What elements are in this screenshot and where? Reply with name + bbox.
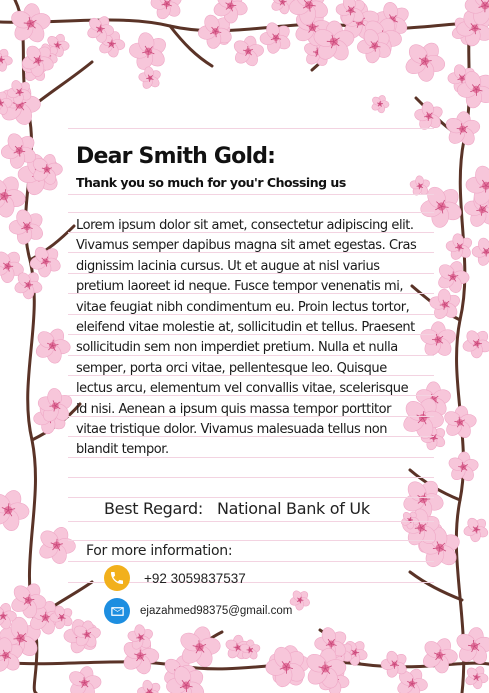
phone-icon	[104, 565, 130, 591]
ruled-line	[68, 561, 434, 562]
phone-contact[interactable]	[104, 565, 246, 591]
thank-you-subheading: Thank you so much for you'r Chossing us	[76, 175, 346, 190]
ruled-line	[68, 477, 434, 478]
signoff-label: Best Regard:	[104, 499, 203, 518]
ruled-line	[68, 540, 434, 541]
envelope-icon	[104, 598, 130, 624]
phone-number: +92 3059837537	[144, 570, 246, 586]
signoff	[104, 499, 370, 518]
signoff-name: National Bank of Uk	[216, 499, 370, 518]
letter-body: Lorem ipsum dolor sit amet, consectetur adipiscing elit. Vivamus semper dapibus magna sit amet egestas. Cras dignissim lacinia cursus. Ut et augue at nisl varius pretium laoreet id neque. Fusce tempor venenatis mi, vitae feugiat nibh condimentum eu. Proin lectus tortor, eleifend vitae molestie at, sollicitudin et tellus. Praesent sollicitudin sem non imperdiet pretium. Nulla et nulla semper, porta orci vitae, pellentesque leo. Quisque lectus arcu, elementum vel convallis vitae, scelerisque id nisi. Aenean a ipsum quis massa tempor porttitor vitae tristique dolor. Vivamus malesuada tellus non blandit tempor.	[76, 218, 417, 458]
ruled-line	[68, 521, 434, 522]
ruled-line	[68, 194, 434, 195]
greeting-heading: Dear Smith Gold:	[76, 144, 276, 169]
ruled-line	[68, 497, 434, 498]
contact-heading: For more information:	[86, 543, 233, 559]
ruled-line	[68, 212, 434, 213]
ruled-line	[68, 128, 434, 129]
email-address: ejazahmed98375@gmail.com	[140, 605, 293, 617]
email-contact[interactable]	[104, 598, 292, 624]
